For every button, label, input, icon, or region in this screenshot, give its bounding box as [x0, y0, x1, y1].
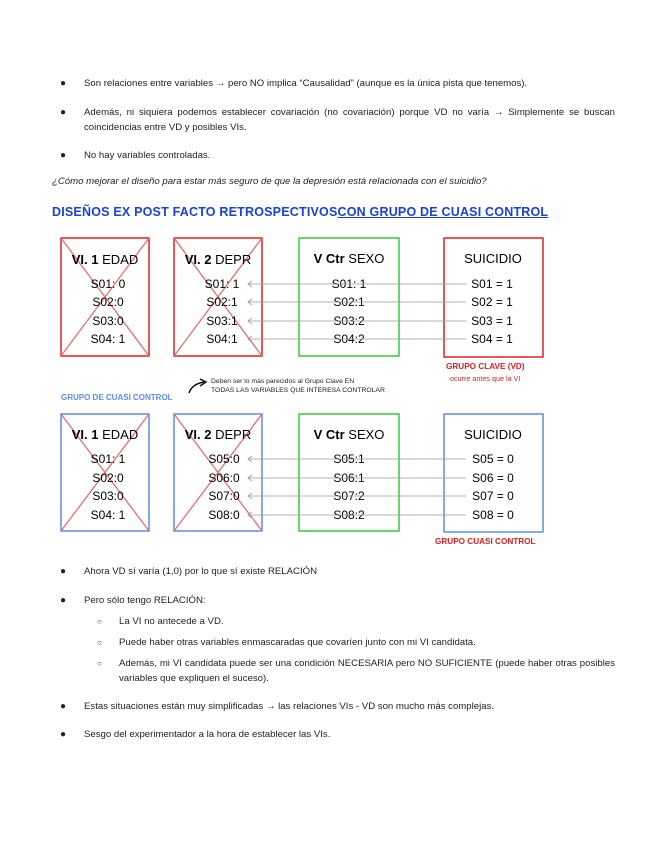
group1-vi1-box [61, 238, 149, 356]
sub-bullet-text: La VI no antecede a VD. [119, 616, 224, 627]
box-row: S04:1 [206, 332, 238, 346]
bullet-item [60, 727, 615, 742]
box-row: S07 = 0 [472, 489, 514, 503]
box-row: S01: 1 [204, 277, 240, 291]
box-title: VI. 1 EDAD [71, 427, 139, 442]
bullet-text: Sesgo del experimentador a la hora de establecer las VIs. [84, 729, 331, 740]
box-row: S08 = 0 [472, 508, 514, 522]
box-row: S02:1 [206, 295, 238, 309]
box-row: S04: 1 [90, 508, 126, 522]
heading-main: DISEÑOS EX POST FACTO RETROSPECTIVOS [52, 205, 338, 219]
bullet-text: No hay variables controladas. [84, 150, 211, 161]
box-title: SUICIDIO [464, 427, 522, 442]
circle-bullet-icon: ○ [97, 659, 102, 668]
sub-bullet-item [97, 635, 615, 650]
question-text: ¿Cómo mejorar el diseño para estar más seguro de que la depresión está relacionada con el suicidio? [52, 176, 487, 187]
heading-underlined: CON GRUPO DE CUASI CONTROL [337, 205, 549, 219]
box-title: SUICIDIO [464, 251, 522, 266]
bullet-text: Ahora VD sí varía (1,0) por lo que sí existe RELACIÓN [84, 566, 318, 577]
box-row: S07:0 [208, 489, 240, 503]
bullet-dot-icon: ● [60, 701, 67, 712]
bullet-item [60, 593, 615, 608]
box-row: S06 = 0 [472, 471, 514, 485]
group2-vi1-box [61, 414, 149, 531]
box-row: S08:2 [333, 508, 365, 522]
box-row: S03:0 [92, 489, 124, 503]
box-row: S04: 1 [90, 332, 126, 346]
box-row: S03:2 [333, 314, 365, 328]
sub-bullet-text: Además, mi VI candidata puede ser una condición NECESARIA pero NO SUFICIENTE (puede haber otras posibles variables que expliquen el suceso). [119, 658, 615, 684]
box-row: S03:1 [206, 314, 238, 328]
bullet-dot-icon: ● [60, 595, 67, 606]
group1-vctr-box [299, 238, 399, 356]
group-clave-label: GRUPO CLAVE (VD) [446, 362, 525, 371]
box-row: S06:1 [333, 471, 365, 485]
box-row: S08:0 [208, 508, 240, 522]
box-row: S03 = 1 [471, 314, 513, 328]
group2-dv-box [444, 414, 543, 532]
group-cuasi-control-label: GRUPO CUASI CONTROL [435, 537, 536, 546]
group-clave-sublabel: ocurre antes que la VI [450, 374, 521, 383]
sub-bullet-item [97, 656, 615, 686]
box-row: S07:2 [333, 489, 365, 503]
bullet-dot-icon: ● [60, 150, 67, 161]
bullet-text: Además, ni siquiera podemos establecer covariación (no covariación) porque VD no varía → Simplemente se buscan coincidencias entre VD y posibles VIs. [84, 107, 615, 133]
box-row: S05:1 [333, 452, 365, 466]
box-row: S04:2 [333, 332, 365, 346]
box-row: S05:0 [208, 452, 240, 466]
box-row: S04 = 1 [471, 332, 513, 346]
group2-vctr-box [299, 414, 399, 531]
bullet-dot-icon: ● [60, 729, 67, 740]
box-title: V Ctr SEXO [313, 427, 385, 442]
bullet-text: Pero sólo tengo RELACIÓN: [84, 595, 206, 606]
box-title: VI. 2 DEPR [184, 252, 252, 267]
note-arrow-icon [189, 382, 204, 393]
circle-bullet-icon: ○ [97, 617, 102, 626]
note-line: Deben ser lo más parecidos al Grupo Clave EN [211, 378, 355, 385]
box-row: S01: 0 [90, 277, 126, 291]
sub-bullet-text: Puede haber otras variables enmascaradas que covaríen junto con mi VI candidata. [119, 637, 476, 648]
box-row: S01 = 1 [471, 277, 513, 291]
bullet-dot-icon: ● [60, 566, 67, 577]
group2-vi2-box [174, 414, 262, 531]
bullet-text: Estas situaciones están muy simplificadas → las relaciones VIs - VD son mucho más complejas. [84, 701, 495, 712]
box-row: S01: 1 [90, 452, 126, 466]
box-title: VI. 1 EDAD [71, 252, 139, 267]
note-text [211, 377, 385, 395]
box-row: S05 = 0 [472, 452, 514, 466]
bullet-dot-icon: ● [60, 107, 67, 118]
box-row: S02 = 1 [471, 295, 513, 309]
bullet-item [60, 699, 615, 714]
circle-bullet-icon: ○ [97, 638, 102, 647]
bullet-text: Son relaciones entre variables → pero NO implica “Causalidad” (aunque es la única pista que tenemos). [84, 78, 528, 89]
sub-bullet-item [97, 614, 615, 629]
box-title: V Ctr SEXO [313, 251, 385, 266]
box-row: S02:0 [92, 295, 124, 309]
box-row: S06:0 [208, 471, 240, 485]
bullet-dot-icon: ● [60, 78, 67, 89]
note-line: TODAS LAS VARIABLES QUE INTERESA CONTROLAR [211, 387, 385, 394]
box-row: S03:0 [92, 314, 124, 328]
box-row: S02:1 [333, 295, 365, 309]
box-title: VI. 2 DEPR [184, 427, 252, 442]
box-row: S02:0 [92, 471, 124, 485]
box-row: S01: 1 [331, 277, 367, 291]
cuasi-control-left-label: GRUPO DE CUASI CONTROL [61, 393, 173, 402]
bullet-item [60, 564, 615, 579]
